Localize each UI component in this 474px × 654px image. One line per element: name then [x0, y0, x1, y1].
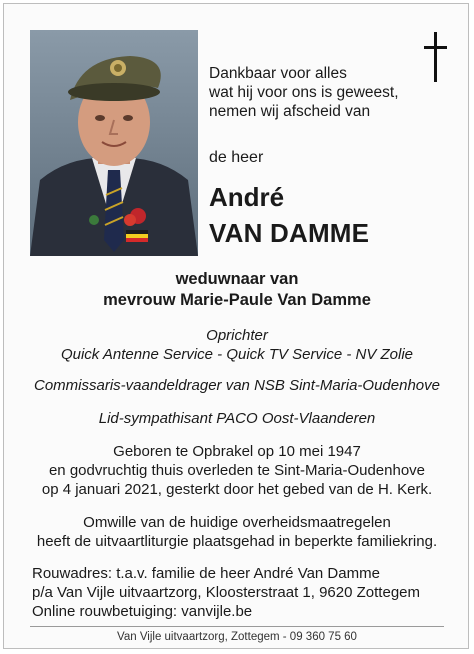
measures-notice	[4, 513, 470, 551]
measures-line: heeft de uitvaartliturgie plaatsgehad in beperkte familiekring.	[36, 533, 438, 550]
funeral-home-address: p/a Van Vijle uitvaartzorg, Kloosterstraat 1, 9620 Zottegem	[32, 584, 420, 601]
intro-line: Dankbaar voor alles	[209, 65, 347, 82]
spouse-label: weduwnaar van	[175, 270, 299, 288]
founder-block	[4, 326, 470, 364]
bio-line: op 4 januari 2021, gesterkt door het gebed van de H. Kerk.	[41, 481, 433, 498]
intro-line: nemen wij afscheid van	[209, 103, 371, 120]
spouse-info	[4, 269, 470, 311]
bio-line: en godvruchtig thuis overleden te Sint-Maria-Oudenhove	[48, 462, 426, 479]
footer-text: Van Vijle uitvaartzorg, Zottegem - 09 360 75 60	[117, 631, 357, 643]
biography	[4, 442, 470, 499]
founder-label: Oprichter	[206, 327, 268, 344]
cross-icon	[418, 32, 454, 82]
first-name: André	[209, 182, 285, 212]
intro-text	[209, 64, 399, 121]
bio-line: Geboren te Opbrakel op 10 mei 1947	[113, 443, 361, 460]
spouse-name: mevrouw Marie-Paule Van Damme	[103, 291, 371, 309]
footer-divider	[30, 626, 444, 627]
contact-info	[32, 564, 420, 621]
measures-line: Omwille van de huidige overheidsmaatregelen	[83, 514, 391, 531]
last-name: VAN DAMME	[209, 218, 370, 248]
role-paco: Lid-sympathisant PACO Oost-Vlaanderen	[98, 410, 376, 427]
online-condolence[interactable]: Online rouwbetuiging: vanvijle.be	[32, 603, 253, 620]
obituary-card	[3, 3, 469, 649]
role-commissaris: Commissaris-vaandeldrager van NSB Sint-Maria-Oudenhove	[33, 377, 440, 394]
honorific: de heer	[209, 149, 264, 166]
founder-companies: Quick Antenne Service - Quick TV Service - NV Zolie	[60, 346, 414, 363]
intro-line: wat hij voor ons is geweest,	[209, 84, 399, 101]
portrait-photo	[30, 30, 198, 256]
mourning-address: Rouwadres: t.a.v. familie de heer André Van Damme	[32, 565, 380, 582]
